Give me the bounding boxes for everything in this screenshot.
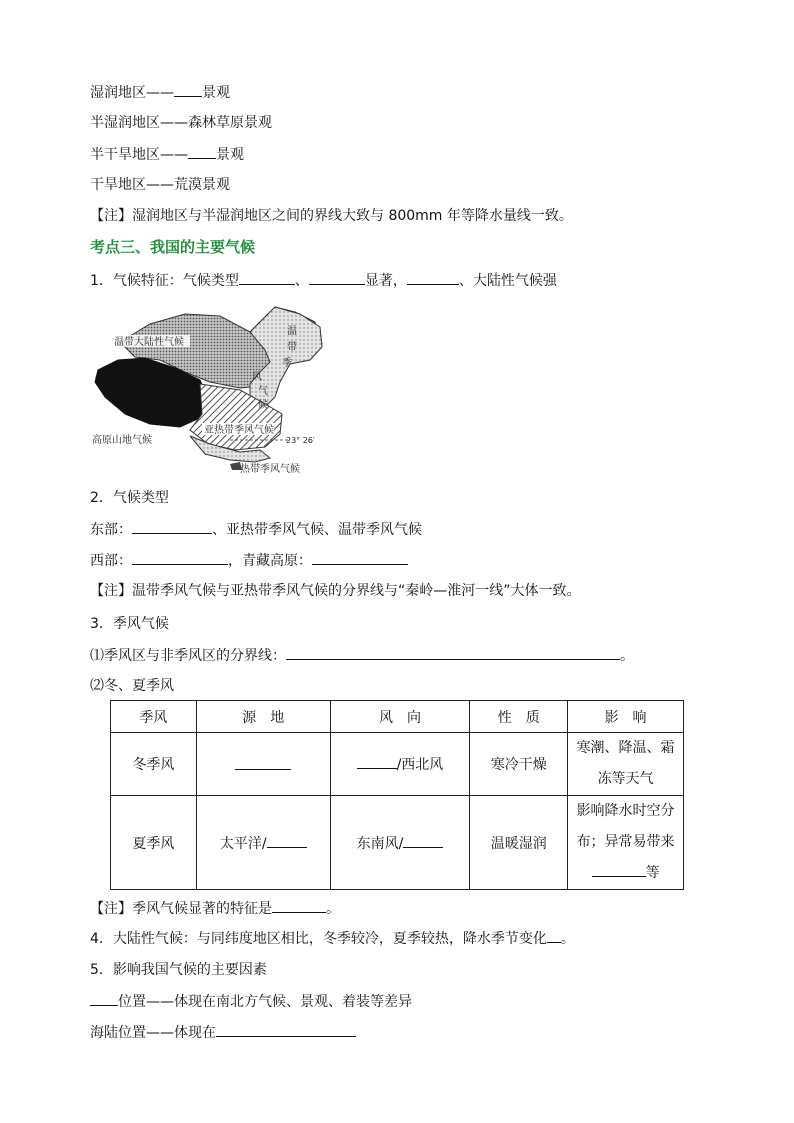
header-direction: 风 向 [330,701,470,733]
summer-source: 太平洋/ [196,796,330,890]
answer-blank[interactable] [592,862,646,877]
map-label-temperate-monsoon-1: 温 [287,326,297,337]
header-monsoon: 季风 [111,701,197,733]
monsoon-climate-title: 3．季风气候 [90,616,169,632]
map-label-latitude: 23° 26′ [286,436,315,445]
header-source: 源 地 [196,701,330,733]
answer-blank[interactable] [357,754,397,769]
climate-map-figure [90,302,330,474]
map-label-temperate-monsoon-4: 风 [252,372,262,383]
summer-impact: 影响降水时空分 布；异常易带来 等 [568,796,684,890]
header-impact: 影 响 [568,701,684,733]
answer-blank[interactable] [216,1022,356,1037]
monsoon-subtitle: ⑵冬、夏季风 [90,678,174,694]
landscape-note: 【注】湿润地区与半湿润地区之间的界线大致与 800mm 年等降水量线一致。 [90,208,573,224]
semihumid-landscape-line: 半湿润地区——森林草原景观 [90,115,272,131]
arid-landscape-line: 干旱地区——荒漠景观 [90,177,230,193]
climate-features-line: 1．气候特征：气候类型 、 显著， 、大陆性气候强 [90,270,557,291]
answer-blank[interactable] [272,898,326,913]
map-label-tropical-monsoon: 热带季风气候 [240,464,300,474]
humid-landscape-line: 湿润地区—— 景观 [90,82,230,103]
east-climate-line: 东部： 、亚热带季风气候、温带季风气候 [90,519,422,540]
map-label-temperate-monsoon-5: 气 [258,386,268,397]
answer-blank[interactable] [132,550,228,565]
winter-source [196,733,330,796]
west-climate-line: 西部： ，青藏高原： [90,550,408,571]
answer-blank[interactable] [174,82,202,97]
answer-blank[interactable] [239,270,295,285]
header-nature: 性 质 [470,701,568,733]
monsoon-boundary-line: ⑴季风区与非季风区的分界线： 。 [90,645,634,666]
answer-blank[interactable] [312,550,408,565]
summer-direction: 东南风/ [330,796,470,890]
monsoon-note: 【注】季风气候显著的特征是 。 [90,898,340,919]
answer-blank[interactable] [547,928,561,943]
continental-climate-line: 4．大陆性气候：与同纬度地区相比，冬季较冷，夏季较热，降水季节变化 。 [90,928,575,949]
land-sea-factor-line: 海陆位置——体现在 [90,1022,356,1043]
semiarid-landscape-line: 半干旱地区—— 景观 [90,144,244,165]
winter-name: 冬季风 [111,733,197,796]
answer-blank[interactable] [132,519,212,534]
answer-blank[interactable] [403,833,443,848]
answer-blank[interactable] [267,833,307,848]
winter-direction: /西北风 [330,733,470,796]
summer-name: 夏季风 [111,796,197,890]
table-row-summer [111,796,684,890]
answer-blank[interactable] [90,991,118,1006]
map-label-temperate-monsoon-2: 带 [287,342,297,353]
boundary-note: 【注】温带季风气候与亚热带季风气候的分界线与“秦岭—淮河一线”大体一致。 [90,583,581,599]
map-label-temperate-monsoon-6: 候 [258,400,268,411]
answer-blank[interactable] [235,755,291,770]
climate-types-title: 2．气候类型 [90,490,169,506]
map-label-plateau: 高原山地气候 [92,435,152,446]
climate-map [90,302,330,474]
answer-blank[interactable] [309,270,365,285]
map-label-temperate-continental: 温带大陆性气候 [114,337,184,348]
answer-blank[interactable] [286,645,620,660]
monsoon-table [110,700,684,890]
map-label-subtropical-monsoon: 亚热带季风气候 [204,425,274,436]
table-row-winter [111,733,684,796]
answer-blank[interactable] [188,144,216,159]
summer-nature: 温暖湿润 [470,796,568,890]
latitude-factor-line: 位置——体现在南北方气候、景观、着装等差异 [90,991,412,1012]
map-label-temperate-monsoon-3: 季 [282,358,292,369]
answer-blank[interactable] [407,270,459,285]
winter-nature: 寒冷干燥 [470,733,568,796]
climate-factors-title: 5．影响我国气候的主要因素 [90,962,267,978]
section-heading: 考点三、我国的主要气候 [90,238,256,256]
winter-impact: 寒潮、降温、霜 冻等天气 [568,733,684,796]
table-header-row [111,701,684,733]
